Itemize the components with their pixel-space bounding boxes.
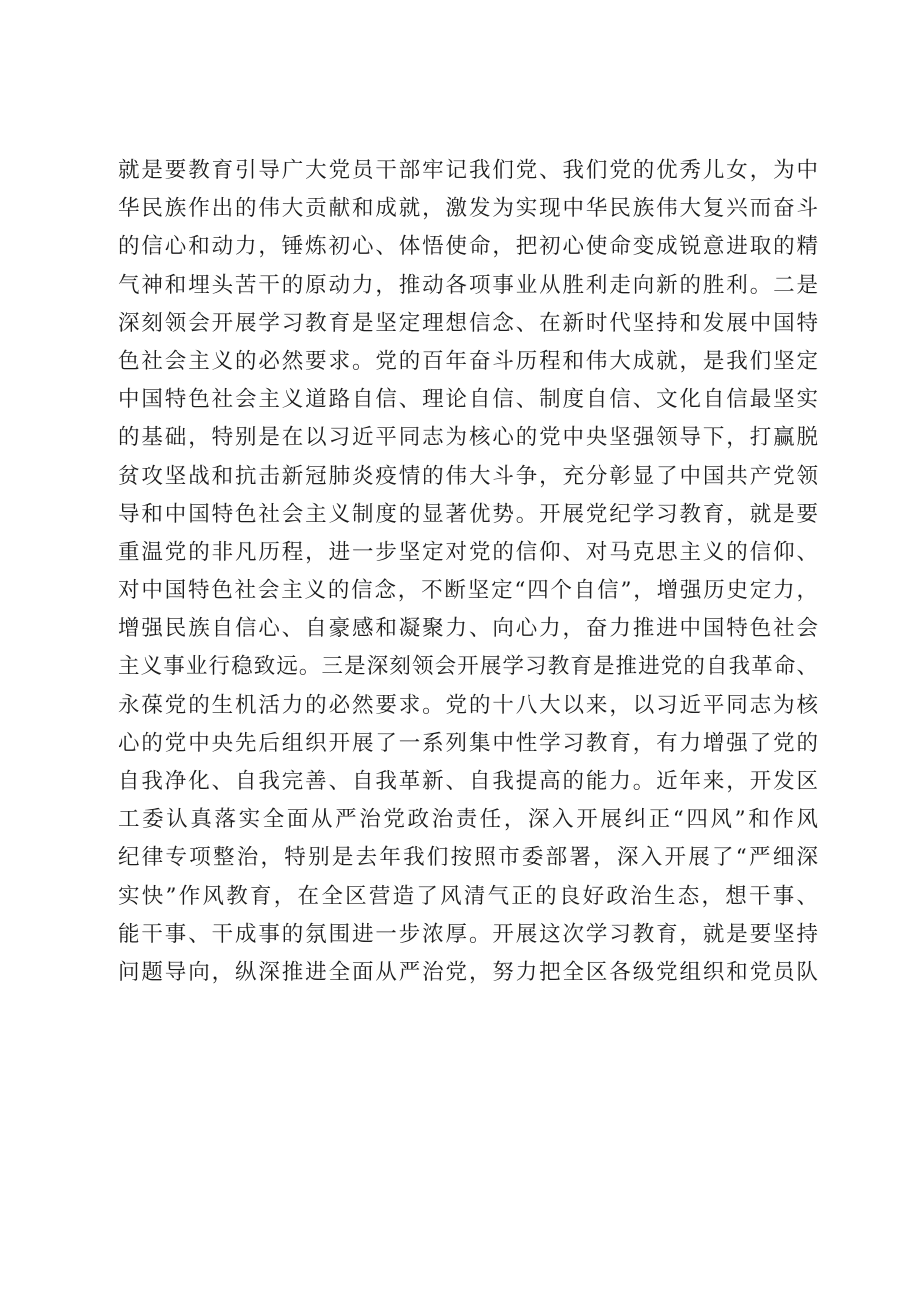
text-line: 心的党中央先后组织开展了一系列集中性学习教育，有力增强了党的 [118, 730, 818, 756]
body-paragraph [118, 152, 818, 992]
text-line: 就是要教育引导广大党员干部牢记我们党、我们党的优秀儿女，为中 [118, 158, 818, 183]
text-line: 的基础，特别是在以习近平同志为核心的党中央坚强领导下，打赢脱 [118, 425, 818, 451]
text-line: 永葆党的生机活力的必然要求。党的十八大以来，以习近平同志为核 [118, 692, 818, 718]
text-line: 能干事、干成事的氛围进一步浓厚。开展这次学习教育，就是要坚持 [118, 921, 818, 947]
text-line: 的信心和动力，锤炼初心、体悟使命，把初心使命变成锐意进取的精 [118, 234, 818, 260]
text-line: 深刻领会开展学习教育是坚定理想信念、在新时代坚持和发展中国特 [118, 310, 818, 336]
text-line: 气神和埋头苦干的原动力，推动各项事业从胜利走向新的胜利。二是 [118, 272, 818, 298]
text-line: 中国特色社会主义道路自信、理论自信、制度自信、文化自信最坚实 [118, 387, 818, 413]
text-line: 主义事业行稳致远。三是深刻领会开展学习教育是推进党的自我革命、 [118, 654, 818, 680]
text-line: 问题导向，纵深推进全面从严治党，努力把全区各级党组织和党员队 [118, 959, 818, 985]
text-line: 色社会主义的必然要求。党的百年奋斗历程和伟大成就，是我们坚定 [118, 348, 818, 374]
text-line: 贫攻坚战和抗击新冠肺炎疫情的伟大斗争，充分彰显了中国共产党领 [118, 463, 818, 489]
text-line: 纪律专项整治，特别是去年我们按照市委部署，深入开展了“严细深 [118, 845, 818, 871]
text-line: 重温党的非凡历程，进一步坚定对党的信仰、对马克思主义的信仰、 [118, 539, 818, 565]
text-line: 增强民族自信心、自豪感和凝聚力、向心力，奋力推进中国特色社会 [118, 616, 818, 642]
text-line: 实快”作风教育，在全区营造了风清气正的良好政治生态，想干事、 [118, 883, 818, 909]
text-line: 华民族作出的伟大贡献和成就，激发为实现中华民族伟大复兴而奋斗 [118, 196, 818, 222]
text-line: 自我净化、自我完善、自我革新、自我提高的能力。近年来，开发区 [118, 769, 818, 794]
text-line: 对中国特色社会主义的信念，不断坚定“四个自信”，增强历史定力， [118, 578, 818, 604]
text-line: 导和中国特色社会主义制度的显著优势。开展党纪学习教育，就是要 [118, 501, 818, 527]
text-line: 工委认真落实全面从严治党政治责任，深入开展纠正“四风”和作风 [118, 807, 818, 833]
